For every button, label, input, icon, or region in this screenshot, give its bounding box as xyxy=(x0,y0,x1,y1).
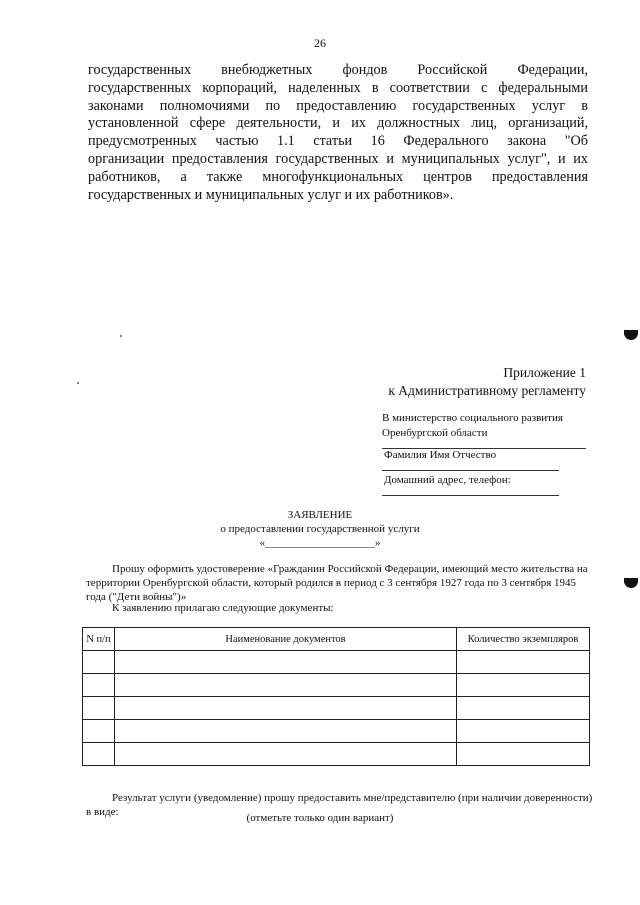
body-line: государственных внебюджетных фондов Российской Федерации, xyxy=(88,62,588,78)
table-cell[interactable] xyxy=(115,674,457,697)
table-header-row xyxy=(83,628,590,651)
ministry-line: Оренбургской области xyxy=(382,427,488,439)
table-row xyxy=(83,697,590,720)
table-row xyxy=(83,651,590,674)
col-header-count: Количество экземпляров xyxy=(457,628,590,651)
scan-dot xyxy=(120,335,122,337)
page-number: 26 xyxy=(314,36,326,50)
addressee-block xyxy=(382,411,592,441)
service-name-blank[interactable]: «____________________» xyxy=(259,537,381,549)
table-cell[interactable] xyxy=(115,651,457,674)
table-cell[interactable] xyxy=(457,674,590,697)
body-line: предусмотренных частью 1.1 статьи 16 Федерального закона "Об xyxy=(88,133,588,150)
appendix-header xyxy=(300,364,586,400)
choice-note: (отметьте только один вариант) xyxy=(246,812,394,824)
body-line: государственных и муниципальных услуг и их работников». xyxy=(88,186,454,203)
body-line: государственных корпораций, наделенных в соответствии с федеральными xyxy=(88,79,588,96)
table-cell[interactable] xyxy=(457,697,590,720)
body-paragraph xyxy=(88,62,588,204)
fio-label: Фамилия Имя Отчество xyxy=(384,449,497,461)
col-header-name: Наименование документов xyxy=(115,628,457,651)
table-cell[interactable] xyxy=(115,720,457,743)
body-line: работников, а также многофункциональных центров предоставления xyxy=(88,168,588,185)
appendix-subtitle: к Административному регламенту xyxy=(388,383,586,398)
scan-mark xyxy=(624,578,638,588)
scan-mark xyxy=(624,330,638,340)
result-line: Результат услуги (уведомление) прошу предоставить мне/представителю (при наличии доверенности) xyxy=(112,792,593,804)
address-label: Домашний адрес, телефон: xyxy=(384,474,511,486)
table-row xyxy=(83,743,590,766)
statement-subtitle: о предоставлении государственной услуги xyxy=(220,523,420,535)
table-cell[interactable] xyxy=(457,720,590,743)
attach-label: К заявлению прилагаю следующие документы: xyxy=(112,602,334,614)
table-cell[interactable] xyxy=(457,743,590,766)
table-cell[interactable] xyxy=(83,697,115,720)
table-cell[interactable] xyxy=(115,743,457,766)
table-cell[interactable] xyxy=(83,651,115,674)
appendix-title: Приложение 1 xyxy=(503,365,586,380)
result-line: в виде: xyxy=(86,806,119,818)
request-line: территории Оренбургской области, который родился в период с 3 сентября 1927 года по 3 сентября 1945 xyxy=(86,577,577,589)
fill-line[interactable] xyxy=(382,495,559,496)
body-line: законами полномочиями по предоставлению государственных услуг в xyxy=(88,97,588,114)
table-cell[interactable] xyxy=(115,697,457,720)
col-header-number: N п/п xyxy=(83,628,115,651)
table-cell[interactable] xyxy=(83,743,115,766)
request-line: Прошу оформить удостоверение «Гражданин Российской Федерации, имеющий место жительства на xyxy=(112,563,588,575)
fill-line[interactable] xyxy=(382,470,559,471)
table-cell[interactable] xyxy=(83,720,115,743)
ministry-line: В министерство социального развития xyxy=(382,412,563,424)
body-line: установленной сфере деятельности, и их должностных лиц, организаций, xyxy=(88,115,588,132)
table-cell[interactable] xyxy=(83,674,115,697)
documents-table xyxy=(82,627,590,766)
table-row xyxy=(83,674,590,697)
statement-header xyxy=(0,508,640,550)
scan-dot xyxy=(77,382,79,384)
body-line: организации предоставления государственных и муниципальных услуг", и их xyxy=(88,150,588,167)
table-row xyxy=(83,720,590,743)
request-line: года ("Дети войны")» xyxy=(86,591,187,603)
statement-title: ЗАЯВЛЕНИЕ xyxy=(287,509,353,521)
request-paragraph xyxy=(86,562,588,604)
table-cell[interactable] xyxy=(457,651,590,674)
